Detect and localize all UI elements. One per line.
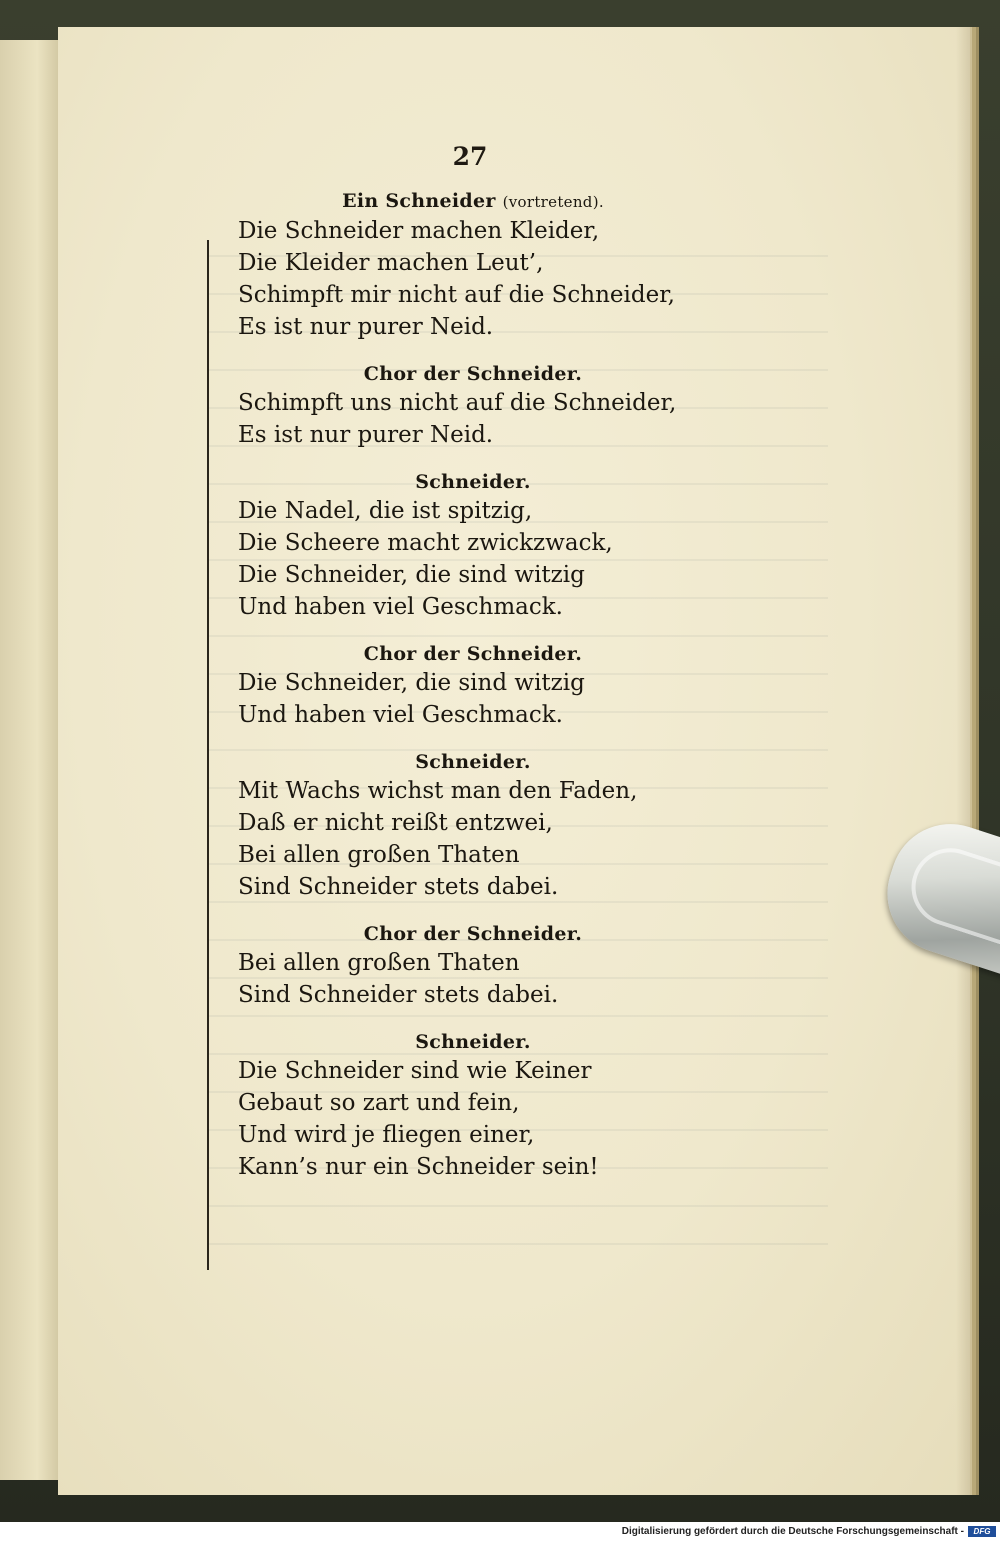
verse-line: Bei allen großen Thaten: [238, 842, 520, 868]
verse-line: Die Schneider sind wie Keiner: [238, 1058, 592, 1084]
verse-line: Die Nadel, die ist spitzig,: [238, 498, 533, 524]
verse-line: Kann’s nur ein Schneider sein!: [238, 1154, 599, 1180]
verse-line: Die Schneider, die sind witzig: [238, 562, 585, 588]
verse-line: Es ist nur purer Neid.: [238, 422, 494, 448]
verse-line: Sind Schneider stets dabei.: [238, 982, 559, 1008]
verse-line: Die Schneider machen Kleider,: [238, 218, 600, 244]
verse-line: Bei allen großen Thaten: [238, 950, 520, 976]
verse: [238, 387, 708, 451]
verse-line: Sind Schneider stets dabei.: [238, 874, 559, 900]
verse-section: [238, 188, 708, 343]
verse-section: [238, 921, 708, 1011]
poem-content: [238, 188, 708, 1183]
speaker-heading: [238, 188, 708, 215]
verse-section: [238, 641, 708, 731]
verse: [238, 947, 708, 1011]
funding-credit: Digitalisierung gefördert durch die Deutsche Forschungsgemeinschaft -: [621, 1526, 964, 1537]
verse-section: [238, 1029, 708, 1183]
dfg-logo: DFG: [968, 1526, 996, 1537]
verse-line: Es ist nur purer Neid.: [238, 314, 494, 340]
verse-line: Mit Wachs wichst man den Faden,: [238, 778, 638, 804]
page-number: 27: [452, 142, 488, 171]
verse: [238, 775, 708, 903]
speaker-heading: Chor der Schneider.: [363, 363, 583, 385]
verse-section: [238, 749, 708, 903]
verse: [238, 495, 708, 623]
verse: [238, 1055, 708, 1183]
verse-section: [238, 361, 708, 451]
verse-line: Die Scheere macht zwickzwack,: [238, 530, 613, 556]
speaker-heading: Schneider.: [415, 751, 531, 773]
verse-line: Die Kleider machen Leut’,: [238, 250, 544, 276]
verse-line: Schimpft uns nicht auf die Schneider,: [238, 390, 677, 416]
verse-line: Und haben viel Geschmack.: [238, 594, 563, 620]
speaker-heading: Chor der Schneider.: [363, 923, 583, 945]
verse-line: Und haben viel Geschmack.: [238, 702, 563, 728]
speaker-heading: Chor der Schneider.: [363, 643, 583, 665]
verse-line: Die Schneider, die sind witzig: [238, 670, 585, 696]
speaker-heading: Schneider.: [415, 471, 531, 493]
speaker-name: Ein Schneider: [342, 190, 496, 212]
previous-page-edge: [0, 40, 62, 1480]
verse-section: [238, 469, 708, 623]
verse-line: Daß er nicht reißt entzwei,: [238, 810, 553, 836]
verse-line: Schimpft mir nicht auf die Schneider,: [238, 282, 675, 308]
verse: [238, 215, 708, 343]
verse-line: Und wird je fliegen einer,: [238, 1122, 535, 1148]
verse-line: Gebaut so zart und fein,: [238, 1090, 520, 1116]
stage-direction: (vortretend).: [502, 193, 604, 211]
speaker-heading: Schneider.: [415, 1031, 531, 1053]
verse: [238, 667, 708, 731]
margin-rule: [207, 240, 209, 1270]
